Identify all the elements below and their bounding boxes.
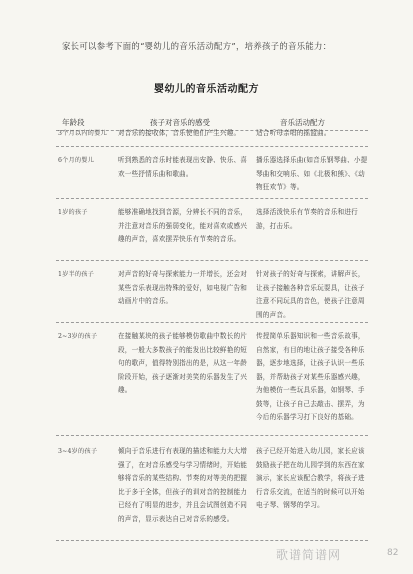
table-rule (56, 146, 368, 147)
table-rule (56, 435, 368, 436)
row-feel: 在接触某块的孩子能够模仿歌曲中数长的片段，一般大多数孩子的能发出比较鲜艳的短句的歌声，值得特别指出的是，从这一年龄阶段开始，孩子逐渐对美笑的乐器发生了兴趣。 (118, 332, 248, 394)
row-age: 1岁的孩子 (58, 209, 88, 216)
page-number: 82 (387, 548, 399, 558)
watermark-text: 歌谱简谱网 (276, 548, 342, 562)
row-activity: 播乐器选择乐曲(如音乐钢琴曲、小提琴曲和交响乐、如《北极和熊》、《动物狂欢节》等。 (256, 156, 368, 191)
table-rule (56, 322, 368, 323)
header-age: 年龄段 (62, 118, 85, 127)
row-age: 3~4岁的孩子 (58, 448, 98, 455)
intro-text: 家长可以参考下面的“婴幼儿的音乐活动配方”，培养孩子的音乐能力： (62, 41, 332, 51)
row-feel: 听到熟悉的音乐时能表现出安静、快乐、喜欢一些抒情乐曲和歌曲。 (118, 156, 248, 178)
row-age: 6个月的婴儿 (58, 157, 95, 164)
table-rule (56, 540, 368, 541)
row-feel: 对音乐的接收体，音乐使他们产生兴趣。 (118, 129, 241, 137)
row-feel: 对声音的好奇与探索能力一并增长，还会对某些音乐表现出特殊的爱好，如电视广告和动画片中的音乐。 (118, 270, 248, 305)
header-feel: 孩子对音乐的感受 (150, 118, 210, 127)
row-activity: 孩子已经开始进入幼儿园，家长应该鼓励孩子把在幼儿园学到的东西在家演示，家长应该配合教学，将孩子进行音乐交流，在适当的时候可以开始电子琴、钢琴的学习。 (256, 447, 365, 509)
row-age: 1岁半的孩子 (58, 271, 95, 278)
header-activity: 音乐活动配方 (280, 118, 325, 127)
table-rule (56, 198, 368, 199)
table-rule (56, 260, 368, 261)
row-activity: 传授简单乐器知识和一些音乐故事，自然家，有目的地让孩子接受各种乐器，逐步地选择，让孩子认识一些乐器，并帮助孩子对某些乐器感兴趣，为他模仿一些玩具乐器，如钢琴、手鼓等，让孩子自己去敲击、摆弄，为今后的乐器学习打下良好的基础。 (256, 332, 365, 421)
row-feel: 能够准确地找到音源，分辨长不同的音乐，并注意对音乐的强弱变化，能对喜欢或感兴趣的声音，喜欢摆弄快乐有节奏的音乐。 (118, 208, 248, 243)
row-activity: 适合听母亲唱的摇篮曲。 (256, 129, 331, 137)
row-activity: 选择活泼快乐有节奏的音乐和进行游，打击乐。 (256, 208, 358, 230)
row-age: 3个月以内的婴儿 (58, 130, 107, 137)
row-activity: 针对孩子的好奇与探索，讲解声长，让孩子接触各种音乐玩耍具，让孩子注意不同玩具的音色，使孩子注意周围的声音。 (256, 270, 365, 319)
row-feel: 倾向于音乐进行有表现的描述和能力大大增强了，在对音乐感受与学习情绪时，开始能够将音乐的某些结构、节奏的对等美的把握比于多于全体，但孩子的训对音的控制能力已经有了明显的进步，并且会试图创造不同的声音，显示表达自己对音乐的感受。 (118, 447, 248, 523)
row-age: 2~3岁的孩子 (58, 333, 98, 340)
document-title: 婴幼儿的音乐活动配方 (154, 84, 259, 95)
